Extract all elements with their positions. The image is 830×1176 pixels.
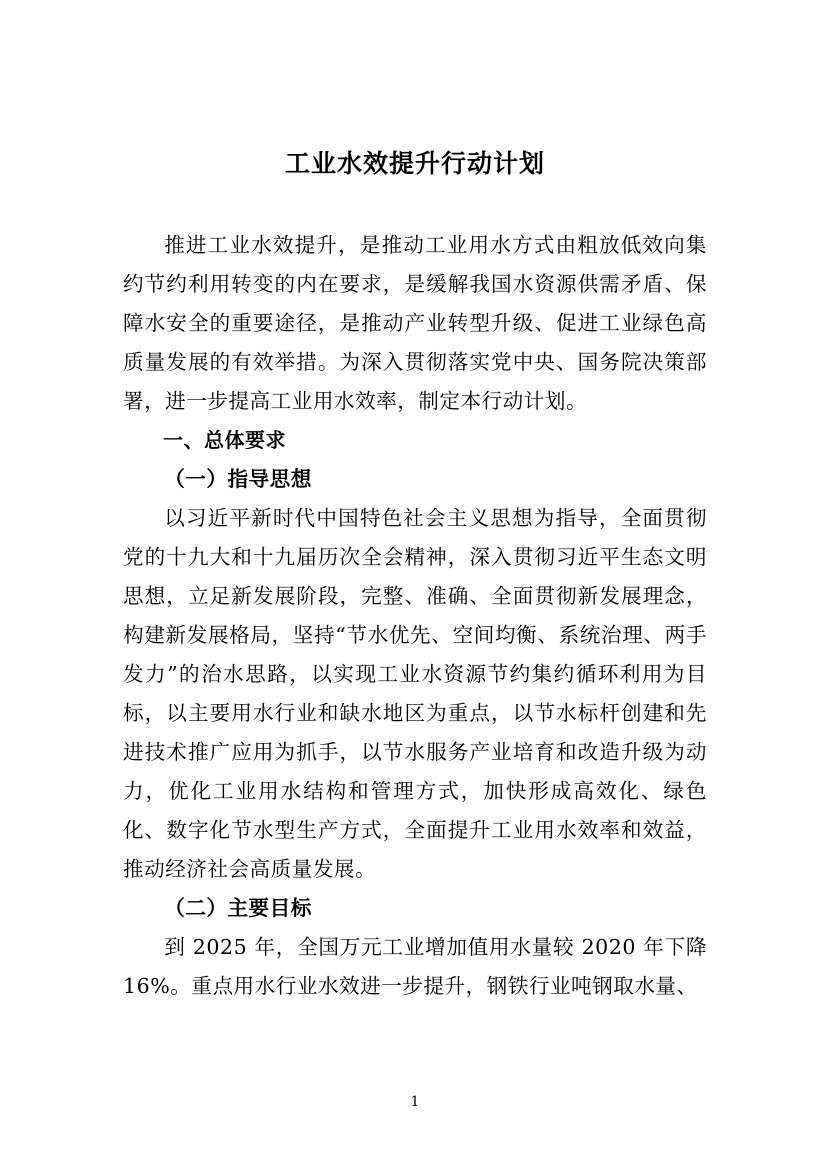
page-number: 1 — [410, 1094, 420, 1110]
subsection-heading-guiding-ideology: （一）指导思想 — [164, 467, 312, 491]
main-targets-paragraph: 到 2025 年，全国万元工业增加值用水量较 2020 年下降 16%。重点用水行业水效进一步提升，钢铁行业吨钢取水量、 — [123, 935, 707, 998]
subsection-heading-main-targets: （二）主要目标 — [164, 896, 312, 920]
intro-paragraph: 推进工业水效提升，是推动工业用水方式由粗放低效向集约节约利用转变的内在要求，是缓解我国水资源供需矛盾、保障水安全的重要途径，是推动产业转型升级、促进工业绿色高质量发展的有效举措。为深入贯彻落实党中央、国务院决策部署，进一步提高工业用水效率，制定本行动计划。 — [123, 233, 707, 413]
section-heading-general-requirements: 一、总体要求 — [163, 428, 286, 452]
document-body — [123, 226, 707, 1006]
guiding-ideology-paragraph: 以习近平新时代中国特色社会主义思想为指导，全面贯彻党的十九大和十九届历次全会精神，深入贯彻习近平生态文明思想，立足新发展阶段，完整、准确、全面贯彻新发展理念，构建新发展格局，坚持“节水优先、空间均衡、系统治理、两手发力”的治水思路，以实现工业水资源节约集约循环利用为目标，以主要用水行业和缺水地区为重点，以节水标杆创建和先进技术推广应用为抓手，以节水服务产业培育和改造升级为动力，优化工业用水结构和管理方式，加快形成高效化、绿色化、数字化节水型生产方式，全面提升工业用水效率和效益，推动经济社会高质量发展。 — [123, 506, 707, 881]
document-title: 工业水效提升行动计划 — [284, 149, 545, 178]
